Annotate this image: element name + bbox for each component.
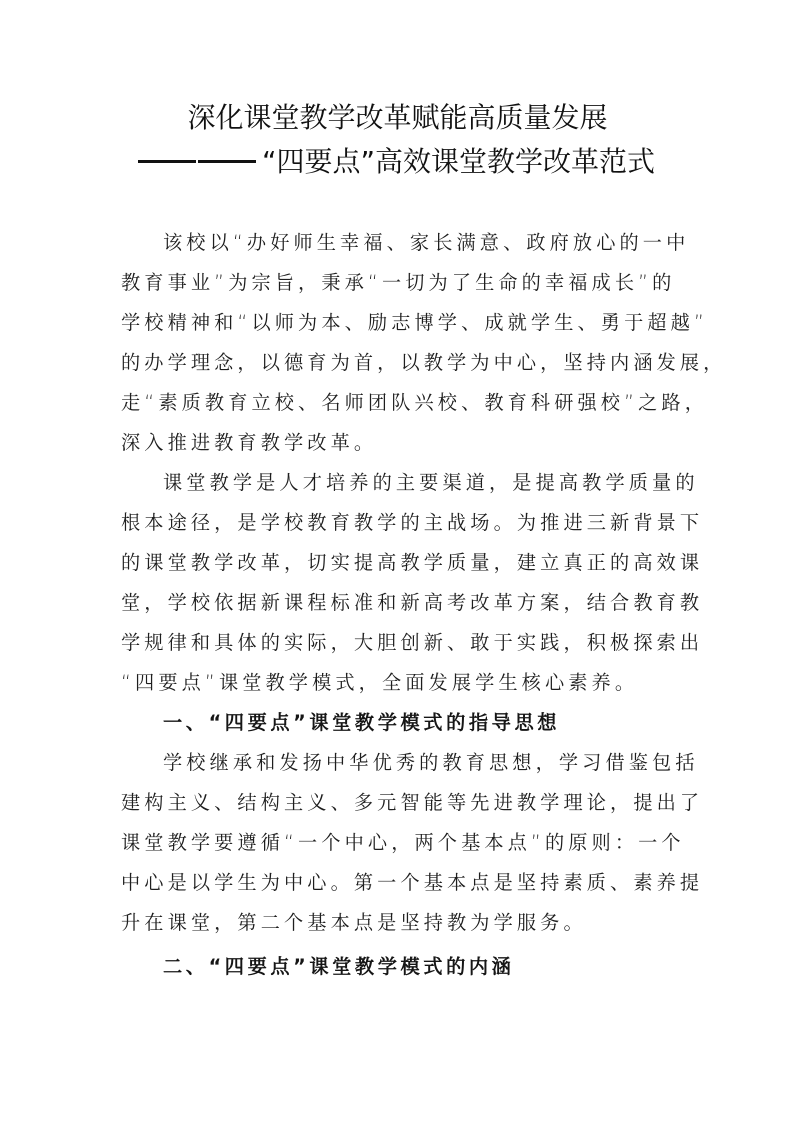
- text-line: 该校以“办好师生幸福、家长满意、政府放心的一中: [163, 231, 690, 254]
- section-heading-guiding-ideology: 一、“四要点”课堂教学模式的指导思想: [163, 711, 561, 734]
- em-dash-rule: [198, 160, 256, 163]
- text-line: 建构主义、结构主义、多元智能等先进教学理论，提出了: [121, 791, 704, 814]
- text-line: 教育事业”为宗旨，秉承“一切为了生命的幸福成长”的: [121, 271, 676, 294]
- section-heading-connotation: 二、“四要点”课堂教学模式的内涵: [163, 955, 515, 978]
- paragraph-guiding-ideology: [121, 743, 704, 943]
- document-subtitle-text: “四要点”高效课堂教学改革范式: [261, 145, 655, 178]
- text-line: 课堂教学是人才培养的主要渠道，是提高教学质量的: [163, 471, 699, 494]
- document-title-line-1: 深化课堂教学改革赋能高质量发展: [187, 101, 608, 134]
- text-line: “四要点”课堂教学模式，全面发展学生核心素养。: [121, 671, 639, 694]
- text-line: 中心是以学生为中心。第一个基本点是坚持素质、素养提: [121, 871, 704, 894]
- text-line: 课堂教学要遵循“一个中心，两个基本点”的原则：一个: [121, 831, 685, 854]
- paragraph-intro: [121, 223, 727, 463]
- paragraph-classroom-teaching: [121, 463, 704, 703]
- text-line: 的办学理念，以德育为首，以教学为中心，坚持内涵发展，: [121, 351, 727, 374]
- text-line: 学校精神和“以师为本、励志博学、成就学生、勇于超越”: [121, 311, 708, 334]
- em-dash-rule: [138, 160, 196, 163]
- text-line: 走“素质教育立校、名师团队兴校、教育科研强校”之路，: [121, 391, 708, 414]
- text-line: 的课堂教学改革，切实提高教学质量，建立真正的高效课: [121, 551, 704, 574]
- text-line: 堂，学校依据新课程标准和新高考改革方案，结合教育教: [121, 591, 704, 614]
- text-line: 学规律和具体的实际，大胆创新、敢于实践，积极探索出: [121, 631, 704, 654]
- document-body: [121, 223, 727, 987]
- document-title-line-2: [0, 140, 793, 184]
- text-line: 学校继承和发扬中华优秀的教育思想，学习借鉴包括: [163, 751, 699, 774]
- text-line: 根本途径，是学校教育教学的主战场。为推进三新背景下: [121, 511, 704, 534]
- text-line: 升在课堂，第二个基本点是坚持教为学服务。: [121, 911, 587, 934]
- text-line: 深入推进教育教学改革。: [121, 431, 378, 454]
